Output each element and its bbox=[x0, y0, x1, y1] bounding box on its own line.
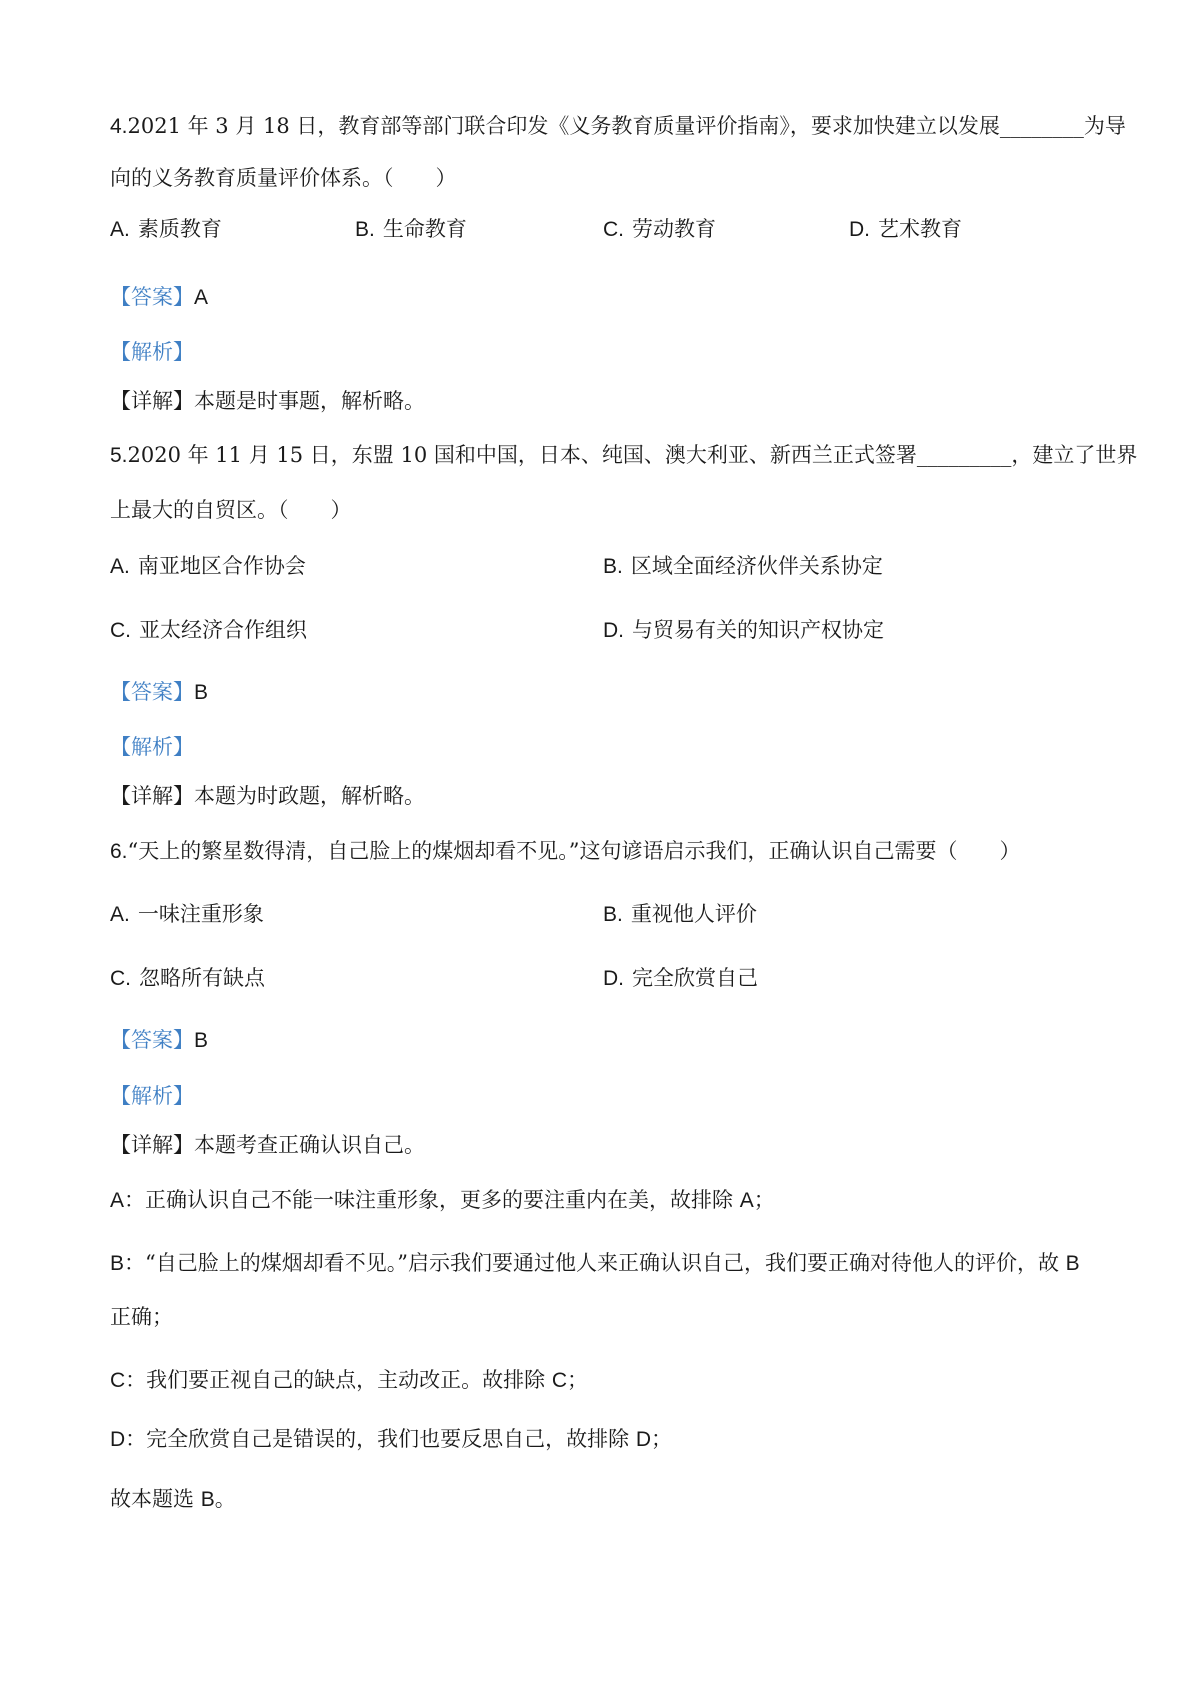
question-4-option-c: C. 劳动教育 bbox=[603, 217, 716, 241]
question-5-option-c: C. 亚太经济合作组织 bbox=[110, 618, 307, 642]
question-6-answer bbox=[110, 1026, 208, 1055]
question-6-stem-line1 bbox=[110, 837, 1020, 866]
question-6-option-b: B. 重视他人评价 bbox=[603, 902, 757, 926]
question-5-answer bbox=[110, 678, 208, 707]
question-5-option-b: B. 区域全面经济伙伴关系协定 bbox=[603, 554, 883, 578]
question-5-detail: 【详解】本题为时政题，解析略。 bbox=[110, 784, 425, 808]
question-6-analysis-tag: 【解析】 bbox=[110, 1084, 194, 1108]
answer-value: B bbox=[194, 1029, 209, 1052]
question-4-stem-line1 bbox=[110, 112, 1126, 141]
answer-value: A bbox=[194, 286, 209, 309]
question-5-stem-line2: 上最大的自贸区。（ ） bbox=[110, 498, 352, 522]
answer-value: B bbox=[194, 681, 209, 704]
question-5-analysis-tag: 【解析】 bbox=[110, 735, 194, 759]
question-4-answer bbox=[110, 283, 208, 312]
answer-tag: 【答案】 bbox=[110, 285, 194, 309]
question-6-option-c: C. 忽略所有缺点 bbox=[110, 966, 265, 990]
explanation-a: A：正确认识自己不能一味注重形象，更多的要注重内在美，故排除 A； bbox=[110, 1188, 775, 1212]
explanation-b-line2: 正确； bbox=[110, 1305, 173, 1329]
question-4-analysis-tag: 【解析】 bbox=[110, 340, 194, 364]
explanation-c: C：我们要正视自己的缺点，主动改正。故排除 C； bbox=[110, 1368, 589, 1392]
question-5-option-d: D. 与贸易有关的知识产权协定 bbox=[603, 618, 884, 642]
question-text: “天上的繁星数得清，自己脸上的煤烟却看不见。”这句谚语启示我们，正确认识自己需要（ ） bbox=[127, 839, 1021, 863]
question-number: 4. bbox=[110, 115, 128, 138]
explanation-b-line1: B：“自己脸上的煤烟却看不见。”启示我们要通过他人来正确认识自己，我们要正确对待他人的评价，故 B bbox=[110, 1251, 1080, 1275]
question-5-stem-line1 bbox=[110, 441, 1137, 470]
explanation-d: D：完全欣赏自己是错误的，我们也要反思自己，故排除 D； bbox=[110, 1427, 673, 1451]
question-4-detail: 【详解】本题是时事题，解析略。 bbox=[110, 389, 425, 413]
conclusion: 故本题选 B。 bbox=[110, 1487, 236, 1511]
question-6-option-a: A. 一味注重形象 bbox=[110, 902, 264, 926]
question-4-option-d: D. 艺术教育 bbox=[849, 217, 962, 241]
answer-tag: 【答案】 bbox=[110, 1028, 194, 1052]
question-4-option-b: B. 生命教育 bbox=[355, 217, 467, 241]
question-text: 2021 年 3 月 18 日，教育部等部门联合印发《义务教育质量评价指南》，要求加快建立以发展________为导 bbox=[127, 114, 1126, 138]
question-4-option-a: A. 素质教育 bbox=[110, 217, 222, 241]
question-number: 5. bbox=[110, 444, 128, 467]
question-number: 6. bbox=[110, 840, 128, 863]
question-text: 2020 年 11 月 15 日，东盟 10 国和中国，日本、纯国、澳大利亚、新西兰正式签署_________，建立了世界 bbox=[127, 443, 1138, 467]
question-6-option-d: D. 完全欣赏自己 bbox=[603, 966, 758, 990]
question-6-detail: 【详解】本题考查正确认识自己。 bbox=[110, 1133, 425, 1157]
answer-tag: 【答案】 bbox=[110, 680, 194, 704]
question-5-option-a: A. 南亚地区合作协会 bbox=[110, 554, 306, 578]
question-4-stem-line2: 向的义务教育质量评价体系。（ ） bbox=[110, 166, 457, 190]
